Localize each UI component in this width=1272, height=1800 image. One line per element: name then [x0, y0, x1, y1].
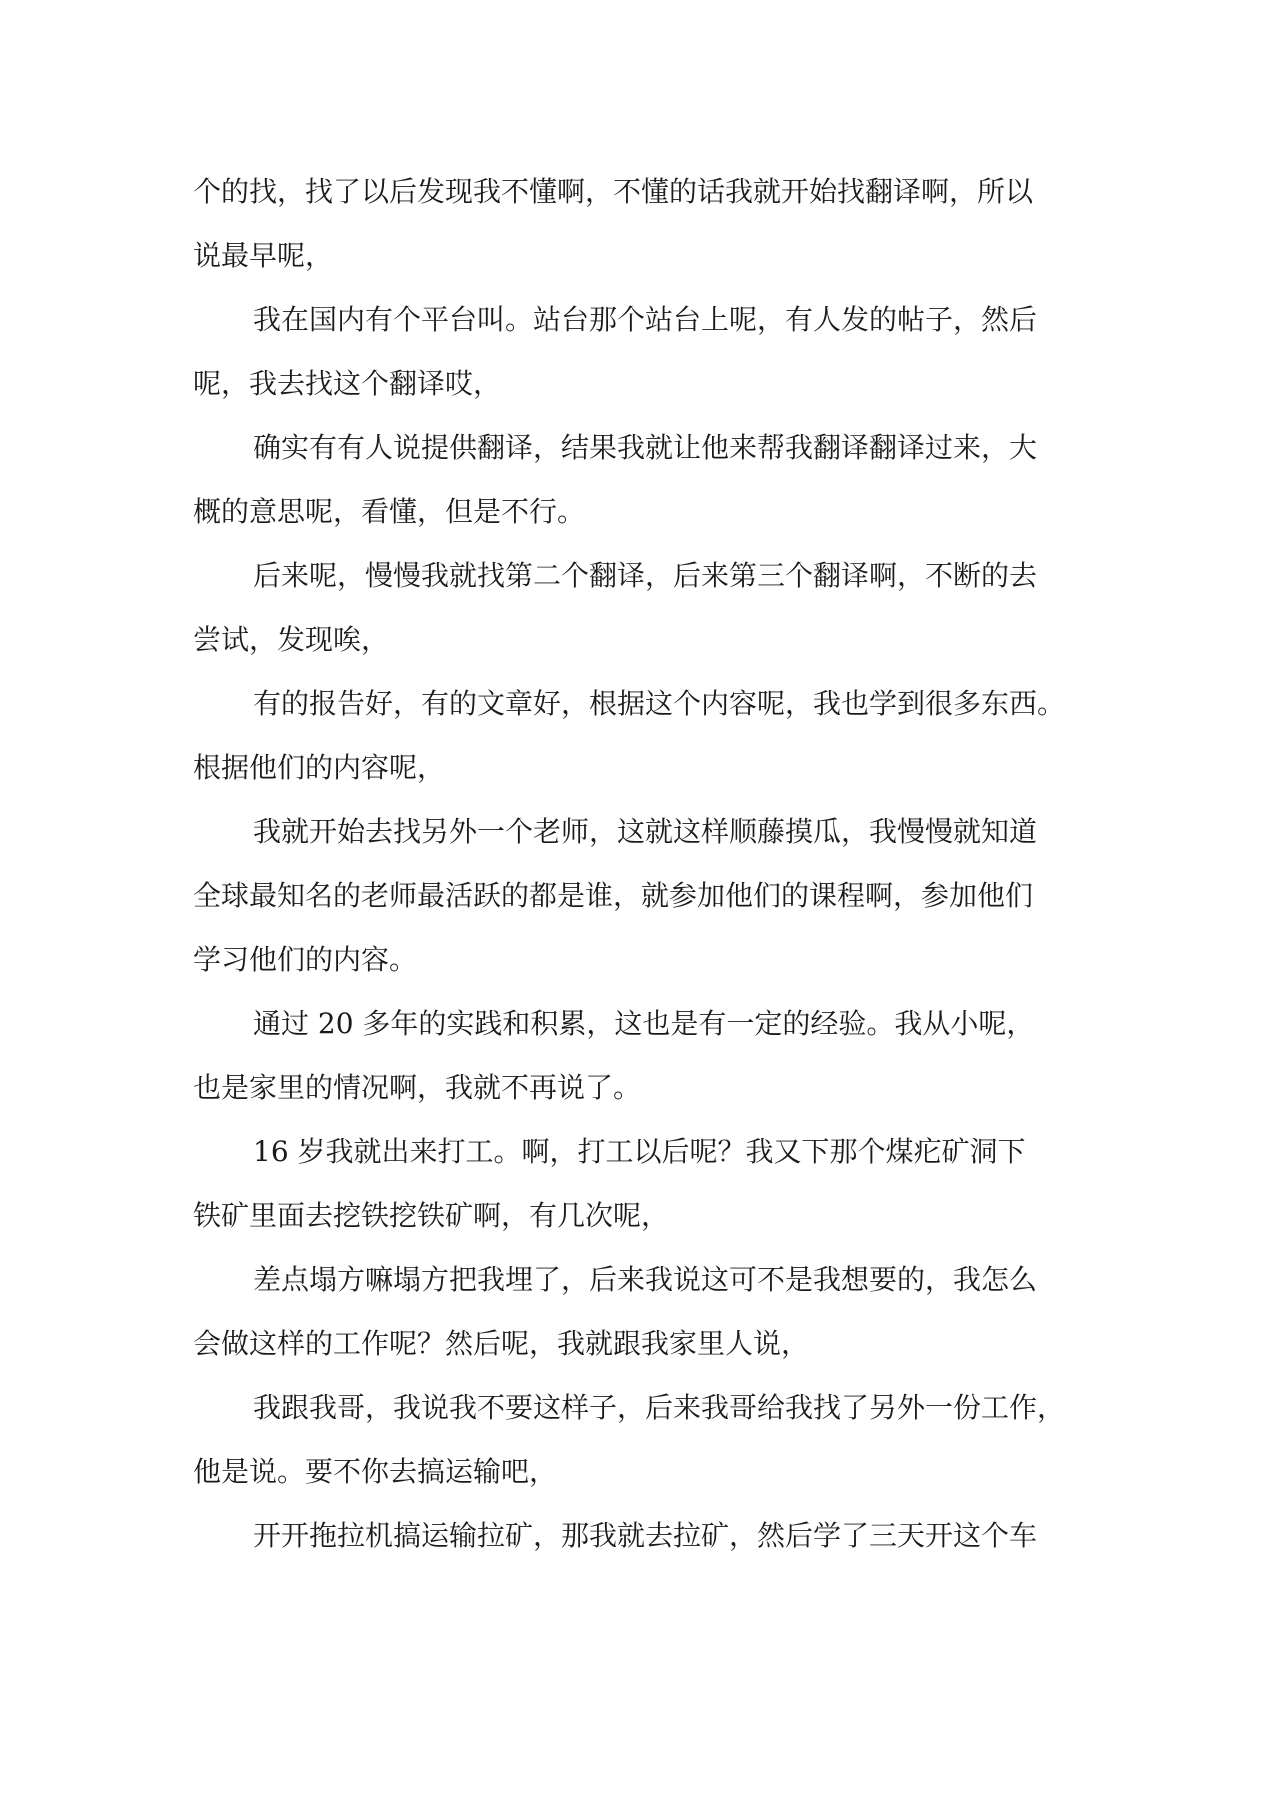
- text-line: 说最早呢，: [193, 239, 334, 272]
- text-line: 全球最知名的老师最活跃的都是谁，就参加他们的课程啊，参加他们: [193, 879, 1034, 912]
- text-line: 概的意思呢，看懂，但是不行。: [193, 495, 586, 528]
- text-line: 也是家里的情况啊，我就不再说了。: [193, 1071, 642, 1104]
- text-line: 通过 20 多年的实践和积累，这也是有一定的经验。我从小呢，: [253, 1007, 1035, 1040]
- paragraph: [193, 992, 1081, 1120]
- paragraph: [193, 288, 1081, 416]
- text-line: 差点塌方嘛塌方把我埋了，后来我说这可不是我想要的，我怎么: [253, 1263, 1038, 1296]
- text-line: 个的找，找了以后发现我不懂啊，不懂的话我就开始找翻译啊，所以: [193, 175, 1034, 208]
- text-line: 有的报告好，有的文章好，根据这个内容呢，我也学到很多东西。: [253, 687, 1066, 720]
- paragraph: [193, 544, 1081, 672]
- text-line: 确实有有人说提供翻译，结果我就让他来帮我翻译翻译过来，大: [253, 431, 1038, 464]
- paragraph: [193, 672, 1081, 800]
- text-line: 会做这样的工作呢？然后呢，我就跟我家里人说，: [193, 1327, 810, 1360]
- paragraph: [193, 1248, 1081, 1376]
- paragraph: [193, 416, 1081, 544]
- text-line: 我在国内有个平台叫。站台那个站台上呢，有人发的帖子，然后: [253, 303, 1038, 336]
- text-line: 学习他们的内容。: [193, 943, 418, 976]
- text-line: 铁矿里面去挖铁挖铁矿啊，有几次呢，: [193, 1199, 670, 1232]
- paragraph: [193, 1376, 1081, 1504]
- paragraph: [193, 1504, 1081, 1568]
- paragraph: [193, 160, 1081, 288]
- paragraph: [193, 800, 1081, 992]
- text-line: 根据他们的内容呢，: [193, 751, 446, 784]
- document-body: [193, 160, 1081, 1568]
- text-line: 他是说。要不你去搞运输吧，: [193, 1455, 558, 1488]
- text-line: 尝试，发现唉，: [193, 623, 390, 656]
- text-line: 16 岁我就出来打工。啊，打工以后呢？我又下那个煤疕矿洞下: [253, 1135, 1026, 1168]
- text-line: 后来呢，慢慢我就找第二个翻译，后来第三个翻译啊，不断的去: [253, 559, 1038, 592]
- text-line: 我跟我哥，我说我不要这样子，后来我哥给我找了另外一份工作，: [253, 1391, 1066, 1424]
- text-line: 开开拖拉机搞运输拉矿，那我就去拉矿，然后学了三天开这个车: [253, 1519, 1038, 1552]
- text-line: 呢，我去找这个翻译哎，: [193, 367, 502, 400]
- paragraph: [193, 1120, 1081, 1248]
- text-line: 我就开始去找另外一个老师，这就这样顺藤摸瓜，我慢慢就知道: [253, 815, 1038, 848]
